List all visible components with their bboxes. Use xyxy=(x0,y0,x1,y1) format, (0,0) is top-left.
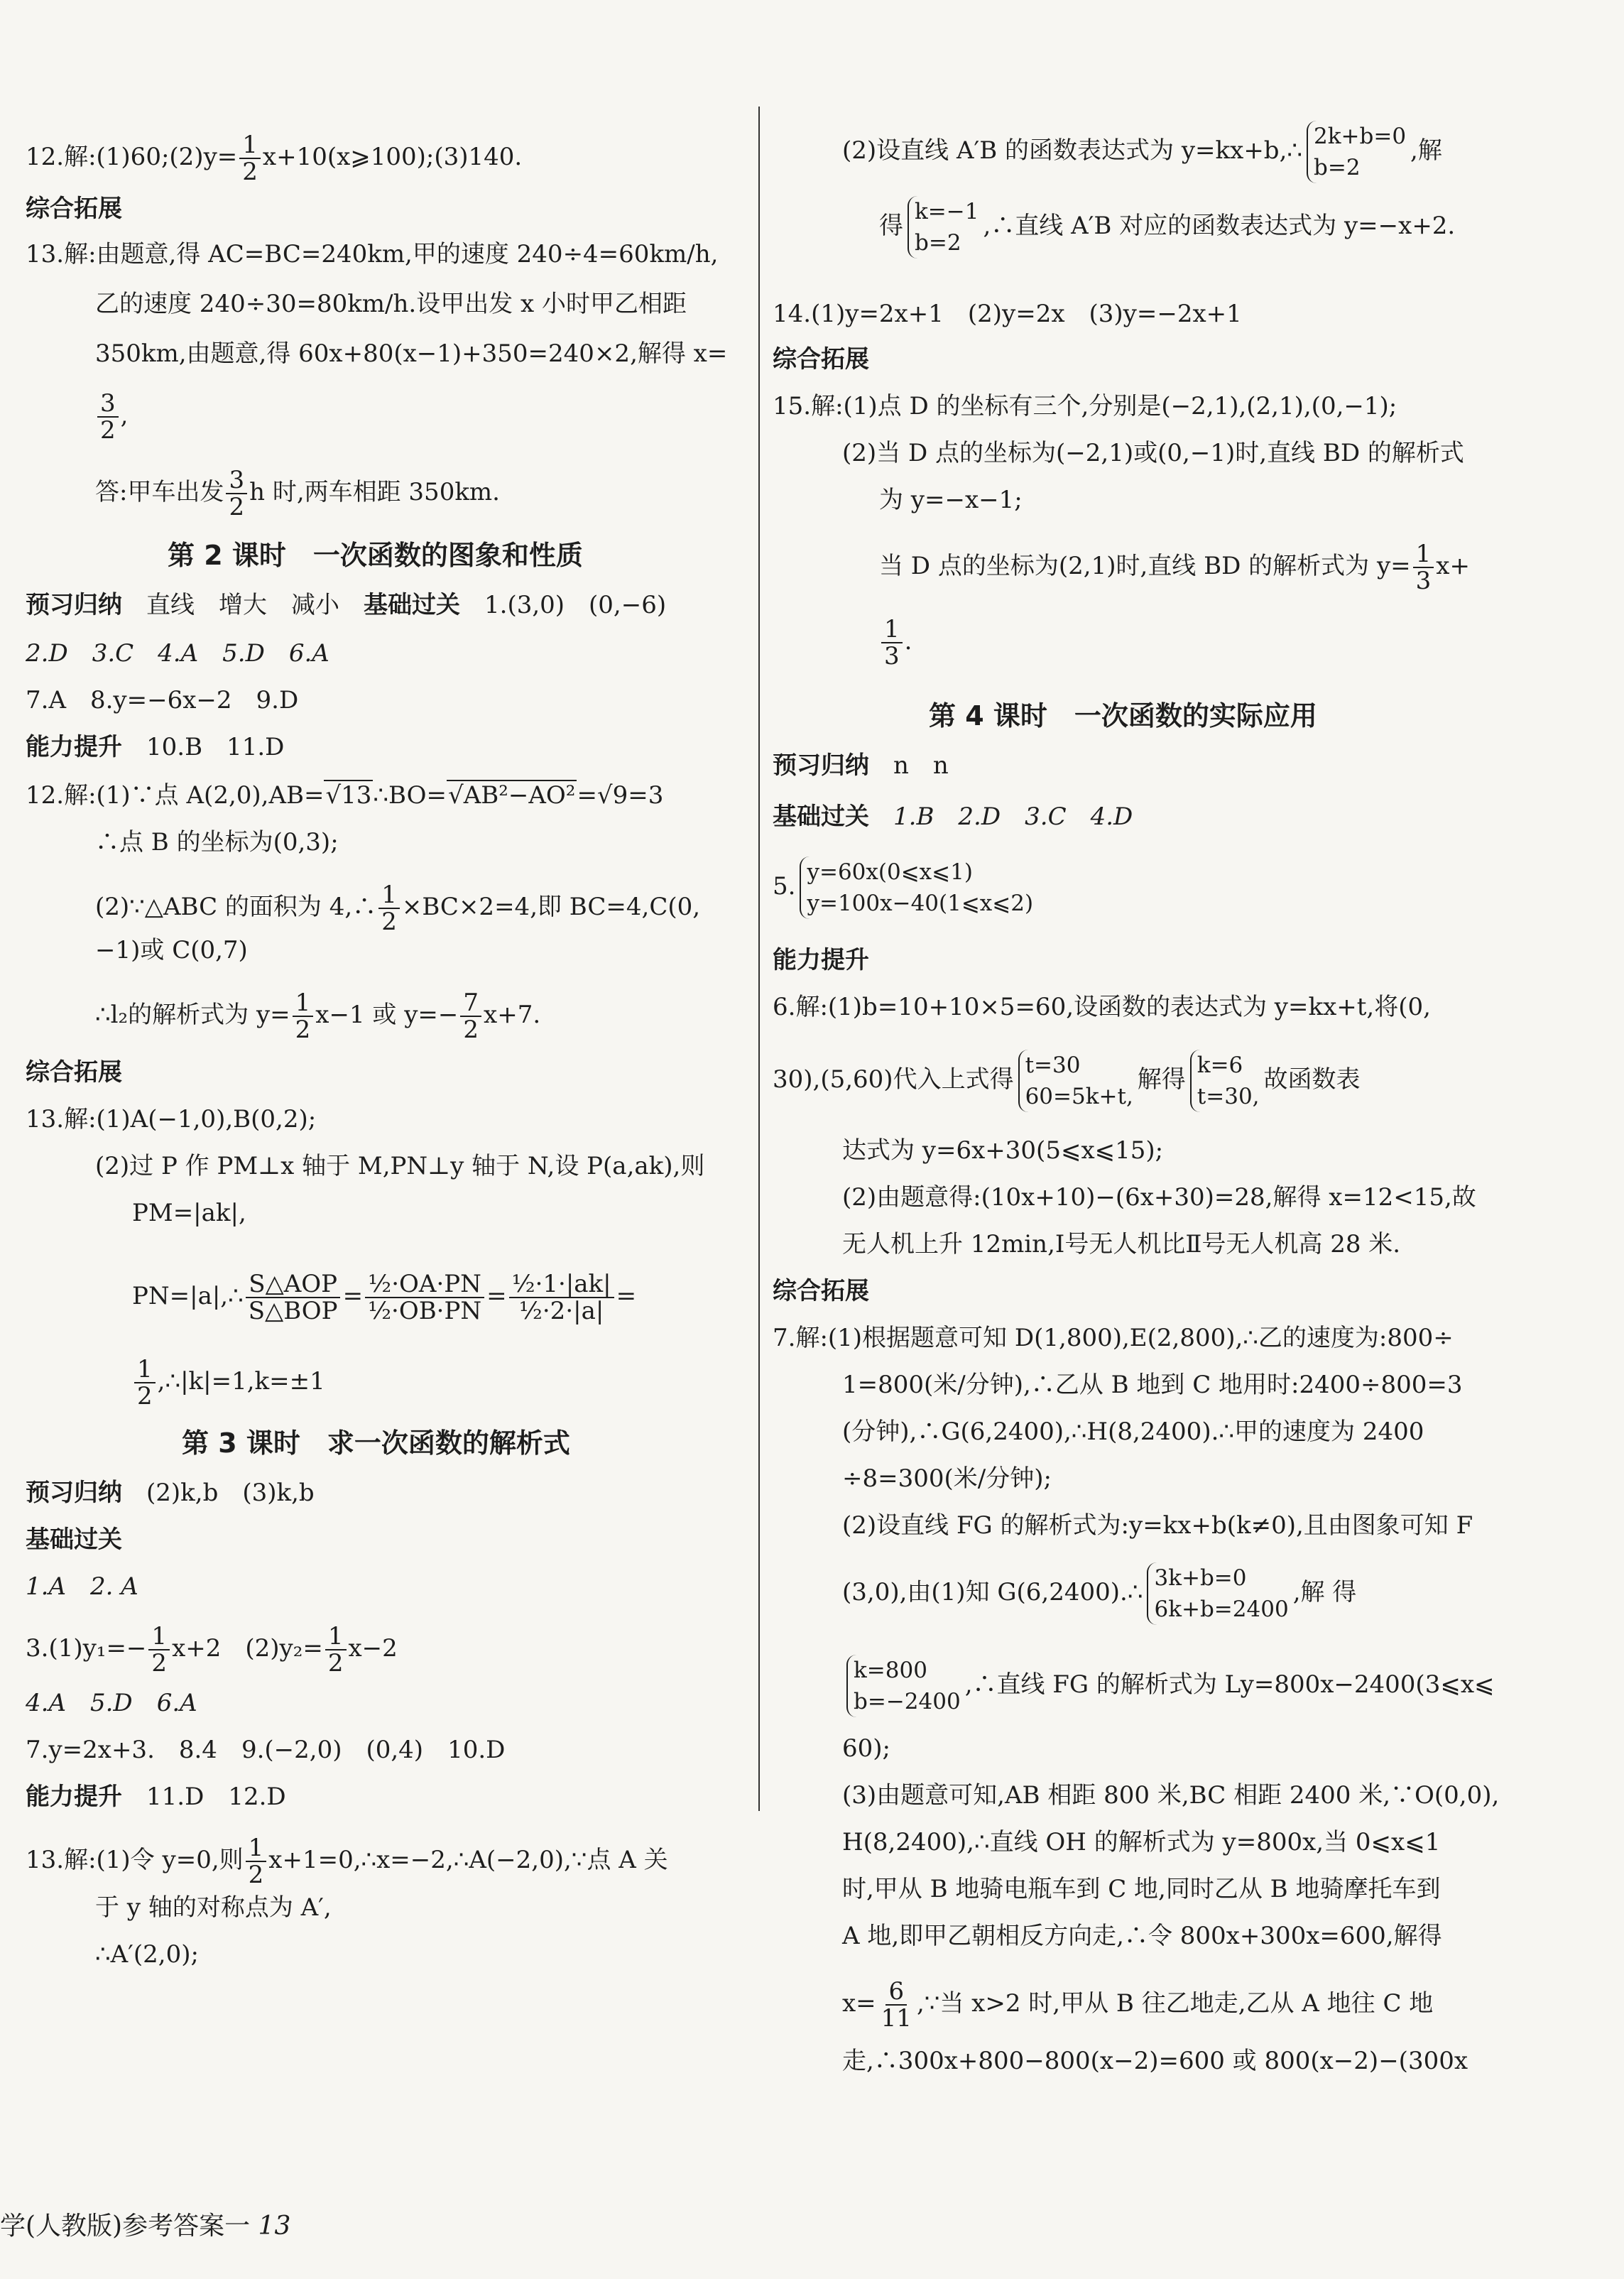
text-line: 预习归纳 直线 增大 减小 基础过关 1.(3,0) (0,−6) xyxy=(26,591,667,619)
column-divider xyxy=(758,107,760,1811)
section-heading: 综合拓展 xyxy=(26,195,122,223)
text-line: 4.A 5.D 6.A xyxy=(26,1689,197,1717)
section-heading: 综合拓展 xyxy=(773,345,869,374)
text-line: 1=800(米/分钟),∴乙从 B 地到 C 地用时:2400÷800=3 xyxy=(842,1371,1463,1399)
equation-system: y=60x(0⩽x⩽1) y=100x−40(1⩽x⩽2) xyxy=(800,856,1033,919)
text-line: PM=|ak|, xyxy=(132,1199,246,1227)
text-line: 7.y=2x+3. 8.4 9.(−2,0) (0,4) 10.D xyxy=(26,1736,506,1764)
text-line: 1.A 2. A xyxy=(26,1572,138,1601)
text-line: 13.解:由题意,得 AC=BC=240km,甲的速度 240÷4=60km/h, xyxy=(26,240,719,268)
lesson-title: 第 4 课时 一次函数的实际应用 xyxy=(929,700,1317,731)
text-line: 7.A 8.y=−6x−2 9.D xyxy=(26,686,299,714)
text-line: 时,甲从 B 地骑电瓶车到 C 地,同时乙从 B 地骑摩托车到 xyxy=(842,1875,1441,1903)
equation-system: 3k+b=0 6k+b=2400 xyxy=(1147,1562,1288,1625)
text-line: ∴点 B 的坐标为(0,3); xyxy=(95,828,339,856)
text-line: A 地,即甲乙朝相反方向走,∴令 800x+300x=600,解得 xyxy=(842,1922,1442,1950)
equation-system: 2k+b=0 b=2 xyxy=(1307,121,1406,183)
text-line: 60); xyxy=(842,1734,890,1763)
text-line: H(8,2400),∴直线 OH 的解析式为 y=800x,当 0⩽x⩽1 xyxy=(842,1828,1441,1856)
answer-12: 12.解:(1)60;(2)y= $\frac{1}{2}$ x+10(x⩾100);(3)140. xyxy=(26,131,523,186)
text-line: 得 k=−1 b=2 ,∴直线 A′B 对应的函数表达式为 y=−x+2. xyxy=(879,196,1455,259)
section-heading: 能力提升 xyxy=(773,946,869,974)
text-line: (3)由题意可知,AB 相距 800 米,BC 相距 2400 米,∵O(0,0), xyxy=(842,1781,1500,1810)
text-line: $\frac{3}{2}$ , xyxy=(95,391,128,443)
text-line: 15.解:(1)点 D 的坐标有三个,分别是(−2,1),(2,1),(0,−1); xyxy=(773,392,1397,420)
text-line: (2)当 D 点的坐标为(−2,1)或(0,−1)时,直线 BD 的解析式 xyxy=(842,439,1464,467)
fraction: $\frac{1}{3}$ xyxy=(881,616,903,669)
text-line: (2)设直线 A′B 的函数表达式为 y=kx+b,∴ 2k+b=0 b=2 ,解 xyxy=(842,121,1442,183)
text-line: 达式为 y=6x+30(5⩽x⩽15); xyxy=(842,1136,1164,1165)
text-line: ∴l₂的解析式为 y= $\frac{1}{2}$ x−1 或 y=− $\frac{7}{2}$ x+7. xyxy=(95,989,541,1044)
fraction: $\frac{1}{2}$ xyxy=(246,1835,267,1888)
text-line: (2)设直线 FG 的解析式为:y=kx+b(k≠0),且由图象可知 F xyxy=(842,1511,1473,1540)
text-line: 7.解:(1)根据题意可知 D(1,800),E(2,800),∴乙的速度为:800÷ xyxy=(773,1324,1454,1352)
fraction: $\frac{7}{2}$ xyxy=(460,990,481,1043)
equation-system: k=800 b=−2400 xyxy=(846,1655,961,1717)
fraction: $\frac{1}{3}$ xyxy=(1413,541,1434,594)
text-line: x= $\frac{6}{11}$ ,∵当 x>2 时,甲从 B 往乙地走,乙从 A 地往 C 地 xyxy=(842,1977,1434,2033)
fraction: $\frac{1}{2}$ xyxy=(293,990,314,1043)
text-line: 12.解:(1)∵点 A(2,0),AB=√13∴BO=√AB²−AO²=√9=3 xyxy=(26,781,664,810)
text-line: 能力提升 10.B 11.D xyxy=(26,733,285,761)
text-line: 6.解:(1)b=10+10×5=60,设函数的表达式为 y=kx+t,将(0, xyxy=(773,993,1431,1021)
fraction: $\frac{\text{½·1·|ak|}}{\text{½·2·|a|}}$ xyxy=(509,1271,614,1324)
text-line: 5. y=60x(0⩽x⩽1) y=100x−40(1⩽x⩽2) xyxy=(773,856,1037,919)
text-line: −1)或 C(0,7) xyxy=(95,936,248,964)
text-line: 无人机上升 12min,Ⅰ号无人机比Ⅱ号无人机高 28 米. xyxy=(842,1230,1401,1258)
text-line: k=800 b=−2400 ,∴直线 FG 的解析式为 Ly=800x−2400(3⩽x⩽ xyxy=(842,1655,1494,1717)
fraction: $\frac{6}{11}$ xyxy=(881,1977,912,2033)
fraction: $\frac{1}{2}$ xyxy=(239,132,261,185)
fraction: $\frac{\text{S△AOP}}{\text{S△BOP}}$ xyxy=(246,1271,341,1324)
lesson-title: 第 3 课时 求一次函数的解析式 xyxy=(182,1427,570,1459)
text-line: 为 y=−x−1; xyxy=(879,486,1023,514)
text-line: 于 y 轴的对称点为 A′, xyxy=(95,1893,332,1922)
page-number: 13 xyxy=(258,2212,291,2241)
text-line: 30),(5,60)代入上式得 t=30 60=5k+t, 解得 k=6 t=30, 故函数表 xyxy=(773,1050,1361,1112)
equation-system: t=30 60=5k+t, xyxy=(1018,1050,1133,1112)
text-line: 预习归纳 (2)k,b (3)k,b xyxy=(26,1479,315,1507)
fraction: $\frac{\text{½·OA·PN}}{\text{½·OB·PN}}$ xyxy=(365,1271,484,1324)
ratio-equation: PN=|a|,∴ $\frac{\text{S△AOP}}{\text{S△BOP}}$ = $\frac{\text{½·OA·PN}}{\text{½·OB·PN}}$ = $\frac{\text{½·1·|ak|}}{\text{½·2·|a|}}$ = xyxy=(132,1270,637,1325)
equation-system: k=6 t=30, xyxy=(1190,1050,1260,1112)
fraction: $\frac{1}{2}$ xyxy=(325,1623,347,1676)
text-line: 350km,由题意,得 60x+80(x−1)+350=240×2,解得 x= xyxy=(95,339,728,368)
text-line: 预习归纳 n n xyxy=(773,751,949,780)
text-line: 13.解:(1)令 y=0,则 $\frac{1}{2}$ x+1=0,∴x=−2,∴A(−2,0),∵点 A 关 xyxy=(26,1834,668,1889)
lesson-title: 第 2 课时 一次函数的图象和性质 xyxy=(168,540,583,571)
text-line: 能力提升 11.D 12.D xyxy=(26,1783,286,1811)
fraction: $\frac{1}{2}$ xyxy=(148,1623,170,1676)
text-line: (3,0),由(1)知 G(6,2400).∴ 3k+b=0 6k+b=2400 ,解 得 xyxy=(842,1562,1356,1625)
fraction: $\frac{1}{2}$ xyxy=(134,1356,156,1409)
text-line: (分钟),∴G(6,2400),∴H(8,2400).∴甲的速度为 2400 xyxy=(842,1418,1424,1446)
text-line: (2)∵△ABC 的面积为 4,∴ $\frac{1}{2}$ ×BC×2=4,即 BC=4,C(0, xyxy=(95,881,701,936)
equation-system: k=−1 b=2 xyxy=(908,196,979,259)
fraction: $\frac{3}{2}$ xyxy=(226,467,247,520)
text-line: 2.D 3.C 4.A 5.D 6.A xyxy=(26,639,329,668)
text-line: $\frac{1}{2}$ ,∴|k|=1,k=±1 xyxy=(132,1356,325,1409)
text-line: ∴A′(2,0); xyxy=(95,1940,199,1969)
section-heading: 综合拓展 xyxy=(773,1277,869,1305)
text-line: (2)由题意得:(10x+10)−(6x+30)=28,解得 x=12<15,故 xyxy=(842,1183,1476,1212)
text-line: ÷8=300(米/分钟); xyxy=(842,1464,1052,1493)
section-heading: 基础过关 xyxy=(26,1525,122,1554)
text-line: $\frac{1}{3}$ . xyxy=(879,616,912,669)
text-line: 当 D 点的坐标为(2,1)时,直线 BD 的解析式为 y= $\frac{1}{3}$ x+ xyxy=(879,540,1470,595)
fraction: $\frac{1}{2}$ xyxy=(378,882,400,935)
footer-text: 学(人教版)参考答案一 xyxy=(0,2212,251,2241)
text-line: 乙的速度 240÷30=80km/h.设甲出发 x 小时甲乙相距 xyxy=(95,290,687,318)
text-line: 13.解:(1)A(−1,0),B(0,2); xyxy=(26,1105,317,1133)
text-line: 答:甲车出发 $\frac{3}{2}$ h 时,两车相距 350km. xyxy=(95,466,500,521)
section-heading: 综合拓展 xyxy=(26,1058,122,1087)
text-line: 3.(1)y₁=− $\frac{1}{2}$ x+2 (2)y₂= $\frac{1}{2}$ x−2 xyxy=(26,1622,398,1677)
text-line: (2)过 P 作 PM⊥x 轴于 M,PN⊥y 轴于 N,设 P(a,ak),则 xyxy=(95,1152,705,1180)
text-line: 14.(1)y=2x+1 (2)y=2x (3)y=−2x+1 xyxy=(773,300,1242,328)
page-footer xyxy=(0,2206,290,2242)
text-line: 走,∴300x+800−800(x−2)=600 或 800(x−2)−(300x xyxy=(842,2047,1468,2075)
fraction: $\frac{3}{2}$ xyxy=(97,391,119,443)
text-line: 基础过关 1.B 2.D 3.C 4.D xyxy=(773,803,1133,831)
